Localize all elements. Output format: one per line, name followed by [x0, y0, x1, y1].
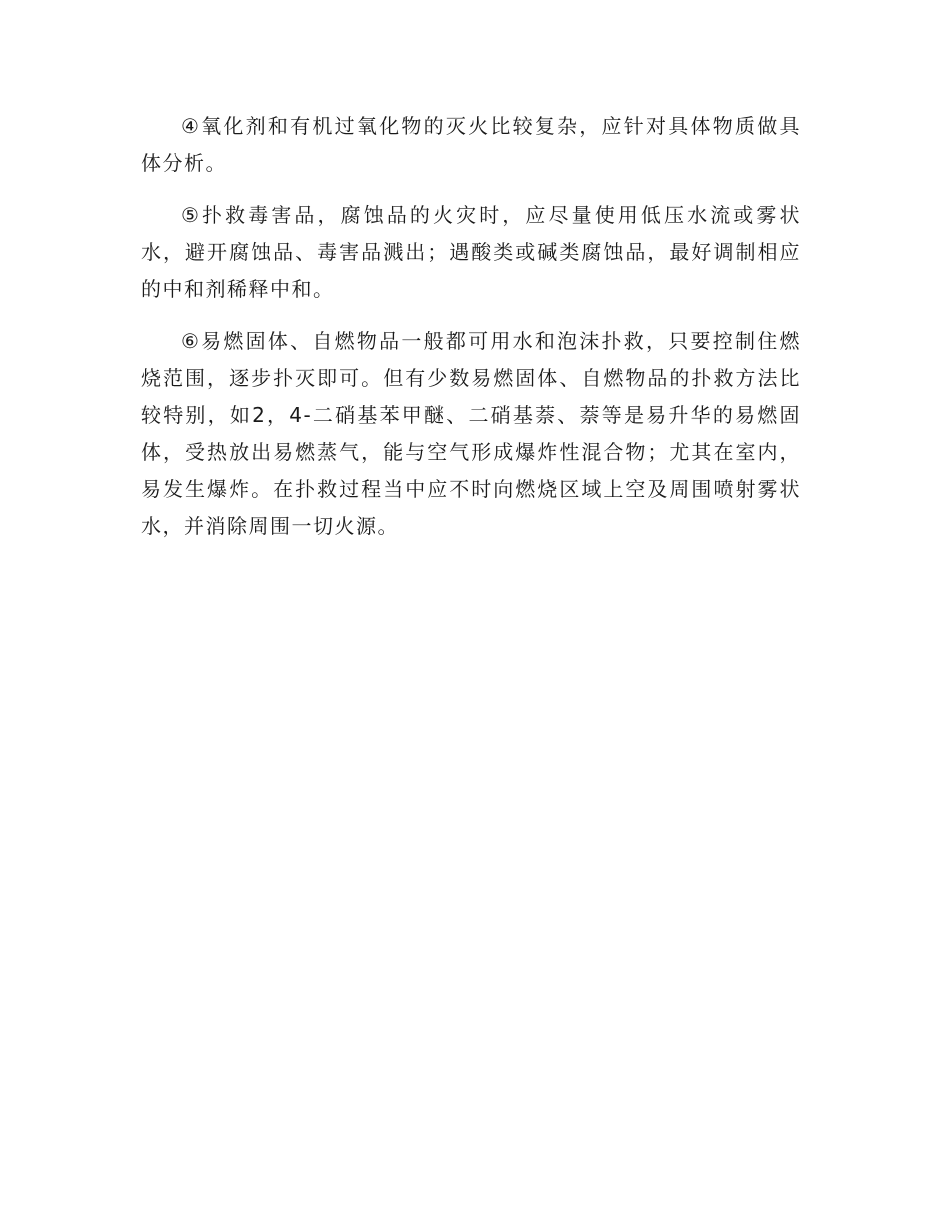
document-body	[141, 108, 801, 560]
paragraph-toxic-corrosive: ⑤扑救毒害品，腐蚀品的火灾时，应尽量使用低压水流或雾状水，避开腐蚀品、毒害品溅出；遇酸类或碱类腐蚀品，最好调制相应的中和剂稀释中和。	[141, 203, 801, 301]
paragraph-oxidizer: ④氧化剂和有机过氧化物的灭火比较复杂，应针对具体物质做具体分析。	[141, 114, 801, 175]
paragraph-flammable-solids: ⑥易燃固体、自燃物品一般都可用水和泡沫扑救，只要控制住燃烧范围，逐步扑灭即可。但有少数易燃固体、自燃物品的扑救方法比较特别，如2，4-二硝基苯甲醚、二硝基萘、萘等是易升华的易燃固体，受热放出易燃蒸气，能与空气形成爆炸性混合物；尤其在室内，易发生爆炸。在扑救过程当中应不时向燃烧区域上空及周围喷射雾状水，并消除周围一切火源。	[141, 329, 801, 538]
